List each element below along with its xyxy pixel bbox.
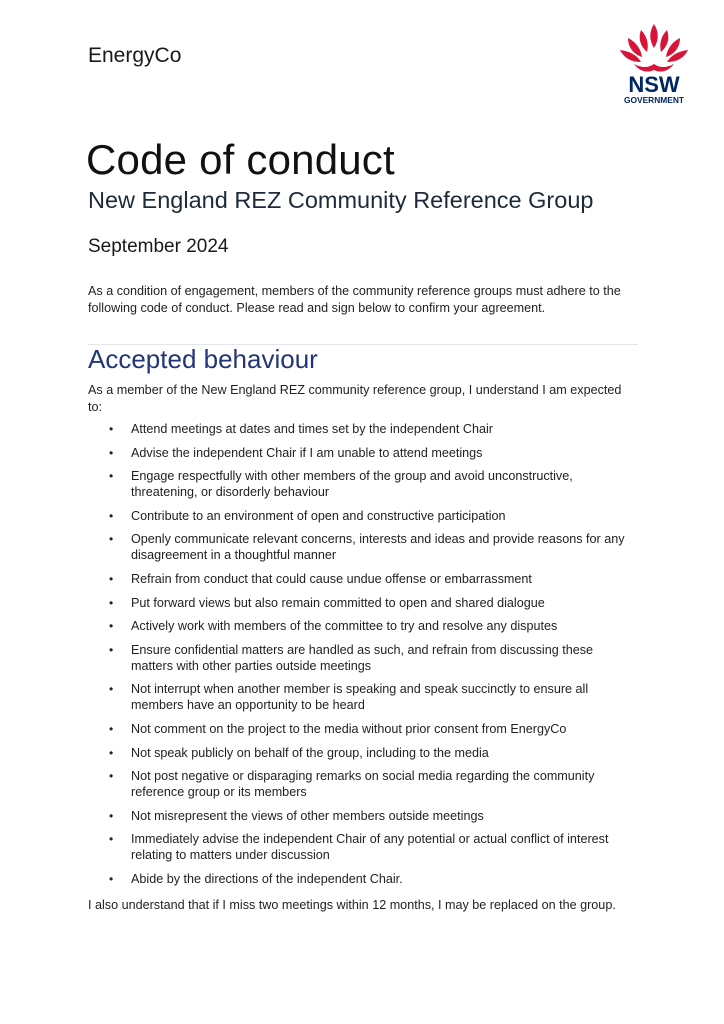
- list-item: [88, 445, 636, 461]
- page-title: Code of conduct: [86, 136, 395, 183]
- bullet-icon: •: [109, 445, 114, 460]
- list-item: [88, 508, 636, 524]
- section-lead: As a member of the New England REZ community reference group, I understand I am expected to:: [88, 383, 622, 414]
- list-item: [88, 831, 636, 863]
- closing-paragraph: I also understand that if I miss two meetings within 12 months, I may be replaced on the group.: [88, 898, 616, 912]
- bullet-icon: •: [109, 508, 114, 523]
- list-item: [88, 871, 636, 887]
- bullet-icon: •: [109, 532, 114, 547]
- bullet-icon: •: [109, 769, 114, 784]
- list-item: [88, 421, 636, 437]
- bullet-icon: •: [109, 619, 114, 634]
- bullet-icon: •: [109, 682, 114, 697]
- list-item-text: Attend meetings at dates and times set by the independent Chair: [131, 422, 493, 436]
- document-date: September 2024: [88, 236, 229, 257]
- behaviour-list: [88, 421, 636, 895]
- page-subtitle: New England REZ Community Reference Group: [88, 187, 594, 213]
- nsw-government-logo: [614, 22, 694, 106]
- list-item: [88, 681, 636, 713]
- logo-wordmark: NSW: [628, 72, 680, 97]
- bullet-icon: •: [109, 571, 114, 586]
- bullet-icon: •: [109, 595, 114, 610]
- bullet-icon: •: [109, 721, 114, 736]
- list-item-text: Engage respectfully with other members of the group and avoid unconstructive, threatening, or disorderly behaviour: [131, 469, 573, 500]
- list-item-text: Not post negative or disparaging remarks on social media regarding the community reference group or its members: [131, 769, 595, 800]
- bullet-icon: •: [109, 832, 114, 847]
- list-item-text: Ensure confidential matters are handled as such, and refrain from discussing these matters with other parties outside meetings: [131, 642, 594, 673]
- bullet-icon: •: [109, 871, 114, 886]
- bullet-icon: •: [109, 469, 114, 484]
- list-item-text: Not comment on the project to the media without prior consent from EnergyCo: [131, 721, 567, 736]
- logo-subtext: GOVERNMENT: [623, 95, 685, 105]
- list-item: [88, 571, 636, 587]
- list-item-text: Advise the independent Chair if I am unable to attend meetings: [131, 445, 483, 460]
- list-item-text: Contribute to an environment of open and constructive participation: [131, 508, 506, 523]
- list-item-text: Refrain from conduct that could cause undue offense or embarrassment: [131, 571, 532, 586]
- list-item: [88, 721, 636, 737]
- bullet-icon: •: [109, 642, 114, 657]
- list-item: [88, 468, 636, 500]
- bullet-icon: •: [109, 745, 114, 760]
- intro-paragraph: As a condition of engagement, members of the community reference groups must adhere to the following code of conduct. Please read and sign below to confirm your agreement.: [88, 284, 621, 315]
- list-item: [88, 618, 636, 634]
- bullet-icon: •: [109, 808, 114, 823]
- waratah-logo-icon: [614, 22, 694, 106]
- list-item-text: Actively work with members of the committee to try and resolve any disputes: [131, 619, 558, 634]
- list-item: [88, 745, 636, 761]
- list-item: [88, 642, 636, 674]
- list-item: [88, 595, 636, 611]
- section-heading: Accepted behaviour: [88, 344, 318, 374]
- list-item: [88, 531, 636, 563]
- list-item-text: Not speak publicly on behalf of the group, including to the media: [131, 745, 489, 760]
- list-item-text: Abide by the directions of the independent Chair.: [131, 871, 403, 886]
- list-item-text: Not misrepresent the views of other members outside meetings: [131, 808, 484, 823]
- org-name: EnergyCo: [88, 44, 182, 67]
- list-item-text: Openly communicate relevant concerns, interests and ideas and provide reasons for any disagreement in a thoughtful manner: [131, 532, 625, 563]
- list-item: [88, 768, 636, 800]
- list-item-text: Put forward views but also remain committed to open and shared dialogue: [131, 595, 545, 610]
- list-item-text: Immediately advise the independent Chair of any potential or actual conflict of interest relating to matters under discussion: [131, 832, 609, 863]
- list-item-text: Not interrupt when another member is speaking and speak succinctly to ensure all members have an opportunity to be heard: [131, 682, 589, 713]
- list-item: [88, 808, 636, 824]
- bullet-icon: •: [109, 422, 114, 436]
